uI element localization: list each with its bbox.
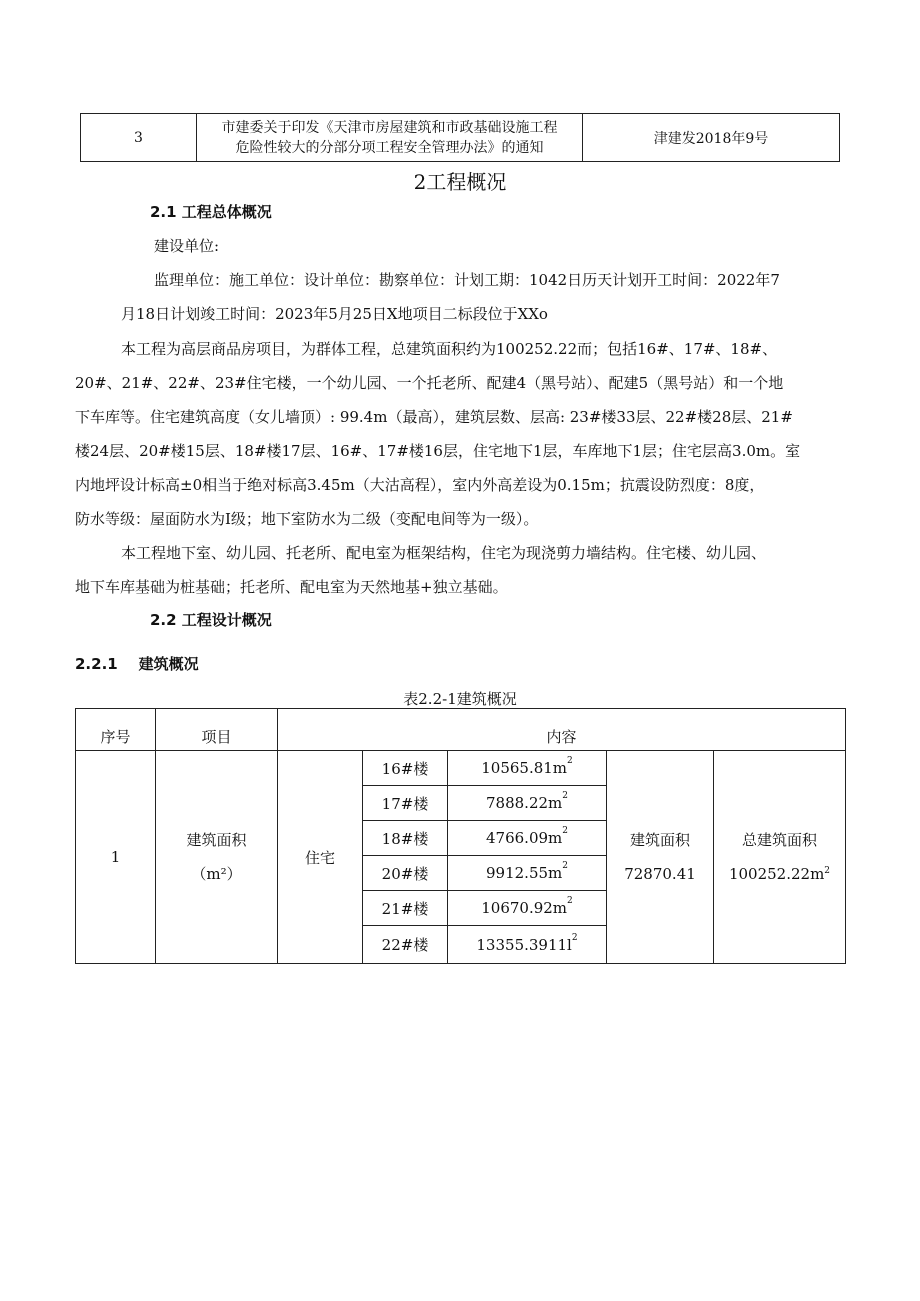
structure-paragraph bbox=[75, 536, 861, 604]
subtotal-value: 72870.41 bbox=[624, 865, 696, 883]
document-title bbox=[197, 114, 583, 162]
header-item: 项目 bbox=[156, 709, 278, 751]
header-no: 序号 bbox=[76, 709, 156, 751]
area-value: 9912.55m bbox=[486, 864, 563, 882]
paragraph-line: 下车库等。住宅建筑高度（女儿墙顶）: 99.4m（最高），建筑层数、层高: 23#楼33层、22#楼28层、21# bbox=[75, 408, 793, 426]
area-superscript: 2 bbox=[562, 861, 568, 871]
total-value: 100252.22m bbox=[728, 865, 825, 883]
area-value: 10565.81m bbox=[481, 759, 568, 777]
table-row bbox=[76, 751, 846, 786]
section-heading-2-1: 2.1 工程总体概况 bbox=[150, 203, 272, 221]
paragraph-line: 地下车库基础为桩基础；托老所、配电室为天然地基+独立基础。 bbox=[75, 578, 508, 596]
area-value: 13355.3911l bbox=[476, 935, 572, 954]
building-name: 21#楼 bbox=[363, 891, 448, 926]
paragraph-line: 楼24层、20#楼15层、18#楼17层、16#、17#楼16层，住宅地下1层，车库地下1层；住宅层高3.0m。室 bbox=[75, 442, 801, 460]
building-area bbox=[448, 786, 607, 821]
total-value-line bbox=[714, 857, 845, 891]
area-item-label: 建筑面积 bbox=[186, 831, 247, 849]
building-name: 18#楼 bbox=[363, 821, 448, 856]
total-superscript: 2 bbox=[824, 866, 831, 876]
section-heading-2-2-1: 2.2.1 建筑概况 bbox=[75, 655, 199, 673]
builder-line: 建设单位: bbox=[154, 237, 220, 255]
building-area bbox=[448, 856, 607, 891]
subtotal-label: 建筑面积 bbox=[629, 831, 690, 849]
building-name: 22#楼 bbox=[363, 926, 448, 964]
area-superscript: 2 bbox=[567, 896, 573, 906]
building-overview-table bbox=[75, 708, 846, 964]
project-info-line: 监理单位：施工单位：设计单位：勘察单位：计划工期：1042日历天计划开工时间：2022年7 bbox=[154, 271, 780, 289]
row-number: 1 bbox=[76, 751, 156, 964]
building-name: 20#楼 bbox=[363, 856, 448, 891]
area-superscript: 2 bbox=[562, 791, 568, 801]
paragraph-line: 本工程为高层商品房项目，为群体工程，总建筑面积约为100252.22而；包括16#、17#、18#、 bbox=[121, 340, 778, 358]
subtotal-cell bbox=[607, 751, 714, 964]
building-area bbox=[448, 821, 607, 856]
paragraph-line: 防水等级：屋面防水为I级；地下室防水为二级（变配电间等为一级）。 bbox=[75, 510, 539, 528]
area-value: 7888.22m bbox=[486, 794, 563, 812]
table-caption: 表2.2-1建筑概况 bbox=[403, 690, 517, 708]
total-label: 总建筑面积 bbox=[741, 831, 817, 849]
area-item-cell bbox=[156, 751, 278, 964]
building-area bbox=[448, 891, 607, 926]
table-header-row bbox=[76, 709, 846, 751]
standards-table bbox=[80, 113, 840, 162]
area-superscript: 2 bbox=[571, 932, 578, 943]
area-superscript: 2 bbox=[562, 826, 568, 836]
document-number: 津建发2018年9号 bbox=[583, 114, 840, 162]
project-info-line: 月18日计划竣工时间：2023年5月25日X地项目二标段位于XXo bbox=[121, 305, 548, 323]
document-title-line: 危险性较大的分部分项工程安全管理办法》的通知 bbox=[235, 139, 544, 156]
paragraph-line: 内地坪设计标高±0相当于绝对标高3.45m（大沽高程），室内外高差设为0.15m；抗震设防烈度：8度， bbox=[75, 476, 765, 494]
chapter-title: 2工程概况 bbox=[413, 170, 507, 194]
document-title-line: 市建委关于印发《天津市房屋建筑和市政基础设施工程 bbox=[221, 119, 558, 136]
section-heading-2-2: 2.2 工程设计概况 bbox=[150, 611, 272, 629]
area-value: 4766.09m bbox=[486, 829, 563, 847]
building-name: 17#楼 bbox=[363, 786, 448, 821]
table-row bbox=[81, 114, 840, 162]
row-number: 3 bbox=[81, 114, 197, 162]
building-area bbox=[448, 926, 607, 964]
overview-paragraph bbox=[75, 332, 861, 536]
paragraph-line: 本工程地下室、幼儿园、托老所、配电室为框架结构，住宅为现浇剪力墙结构。住宅楼、幼儿园、 bbox=[121, 544, 767, 562]
total-cell bbox=[714, 751, 846, 964]
area-item-unit: （m²） bbox=[191, 865, 242, 883]
building-area bbox=[448, 751, 607, 786]
area-superscript: 2 bbox=[567, 756, 573, 766]
paragraph-line: 20#、21#、22#、23#住宅楼，一个幼儿园、一个托老所、配建4（黑号站）、配建5（黑号站）和一个地 bbox=[75, 374, 784, 392]
building-type: 住宅 bbox=[278, 751, 363, 964]
building-name: 16#楼 bbox=[363, 751, 448, 786]
area-value: 10670.92m bbox=[481, 899, 568, 917]
header-content: 内容 bbox=[278, 709, 846, 751]
